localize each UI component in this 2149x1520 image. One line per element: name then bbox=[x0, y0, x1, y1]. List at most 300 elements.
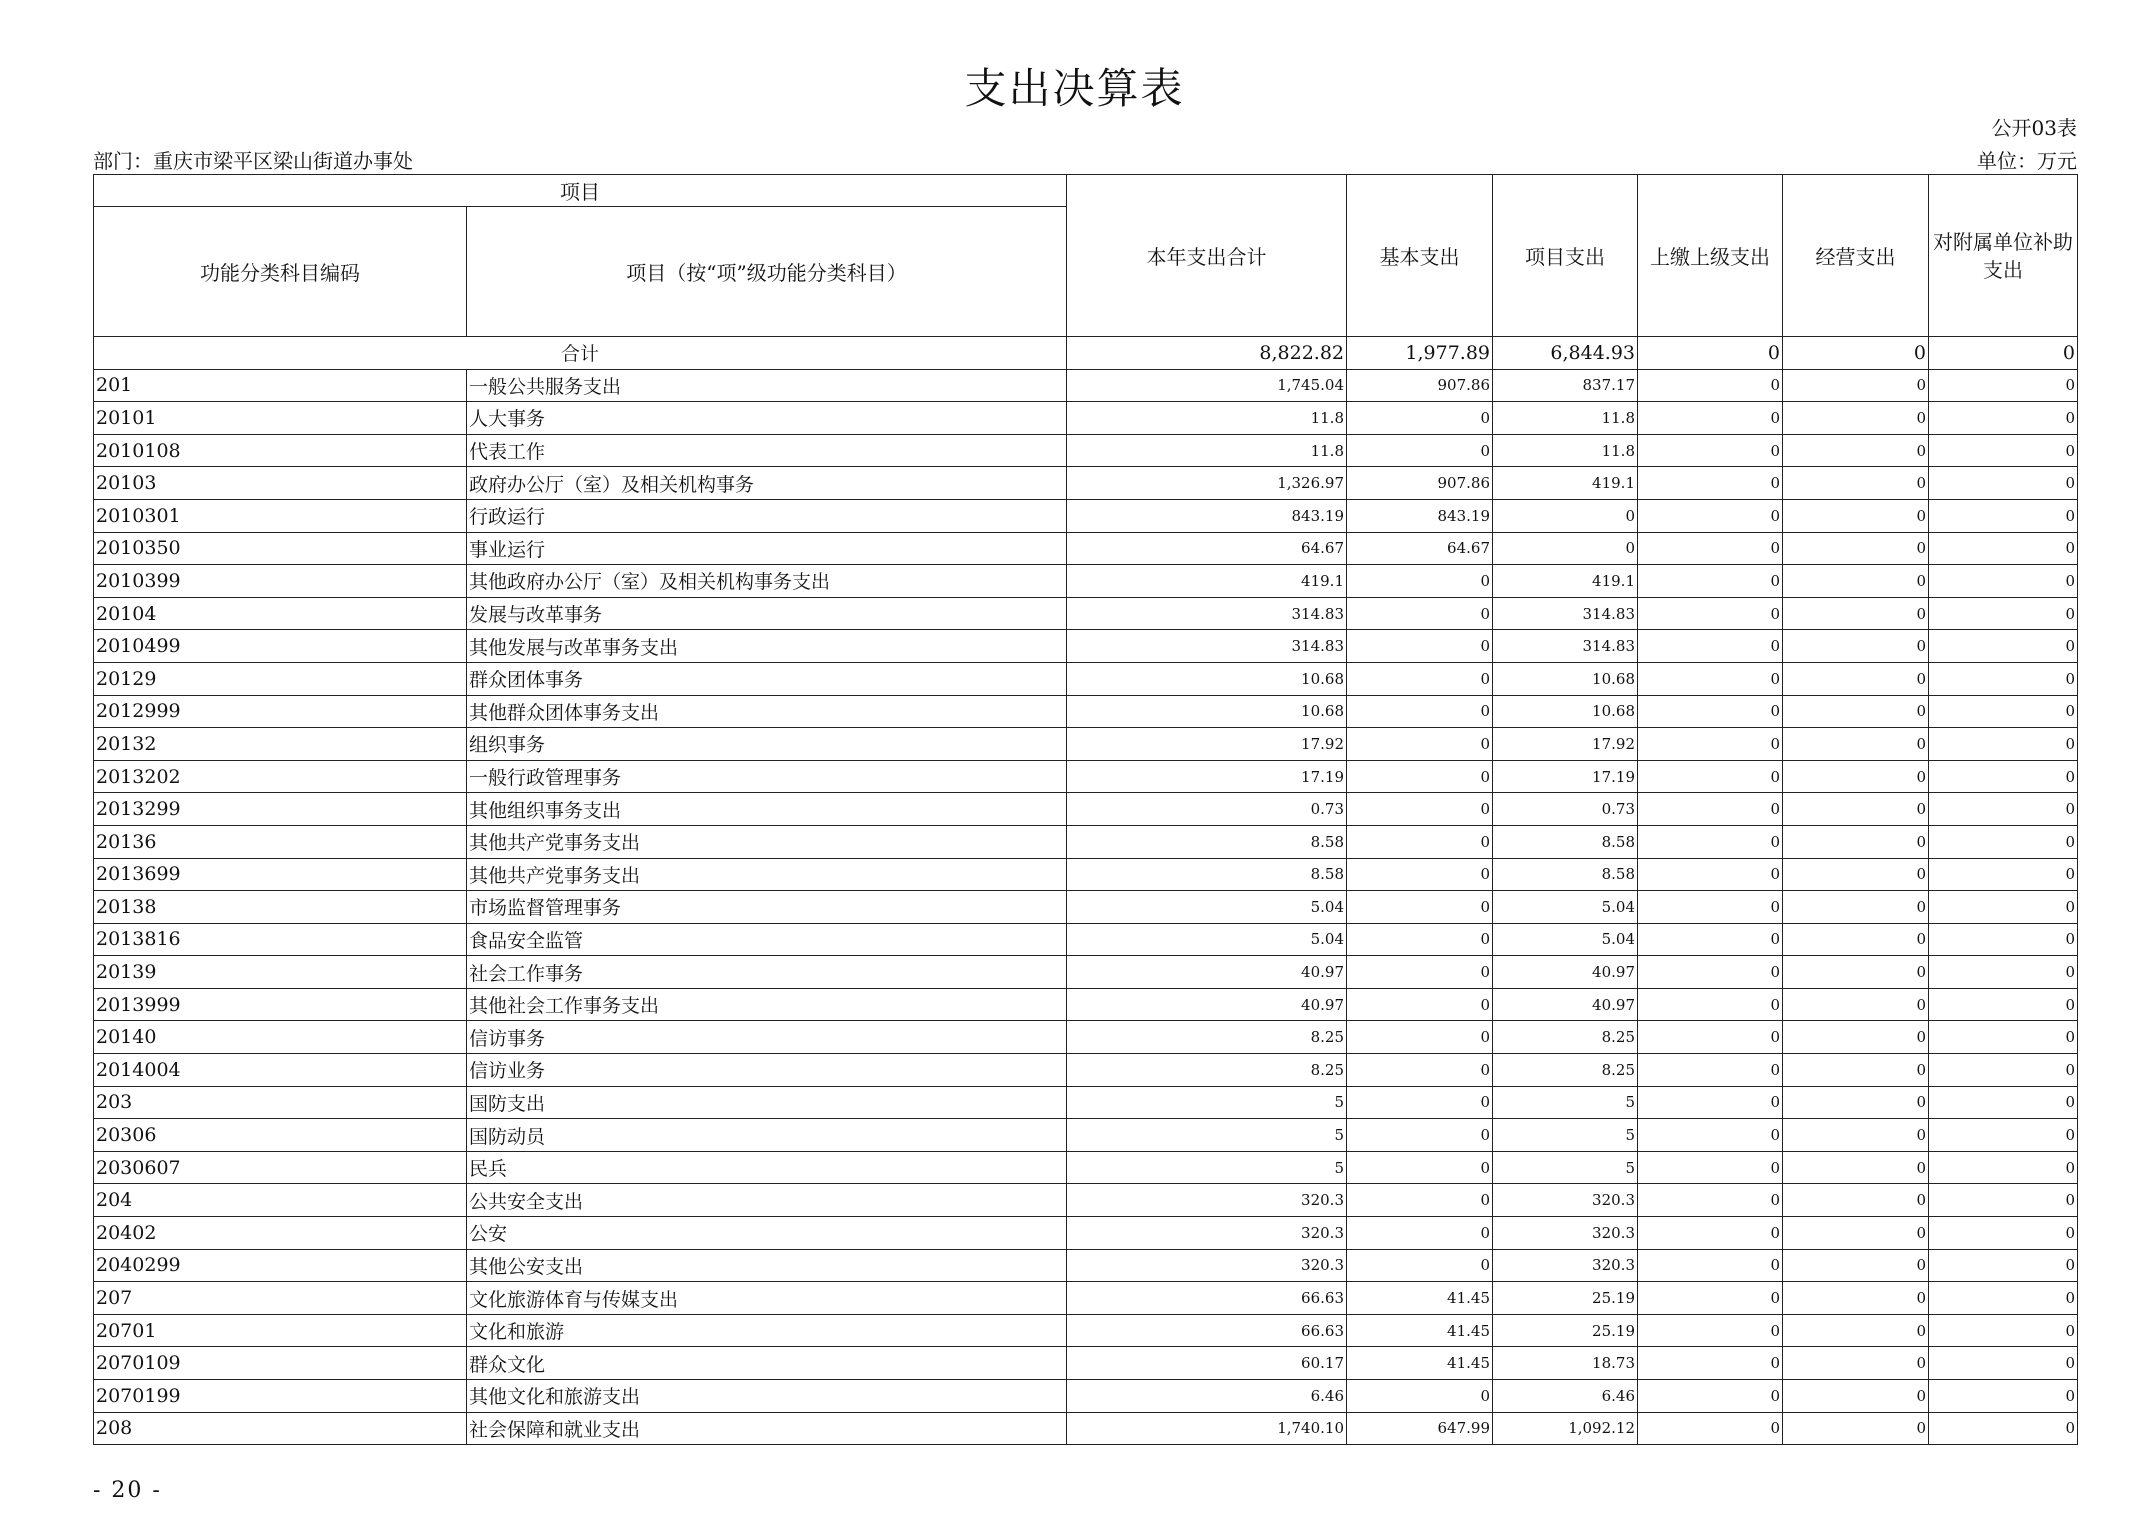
row-total: 8.58 bbox=[1067, 825, 1347, 858]
row-name: 文化和旅游 bbox=[467, 1314, 1067, 1347]
table-row bbox=[94, 1412, 2078, 1445]
row-name: 食品安全监管 bbox=[467, 923, 1067, 956]
row-basic: 0 bbox=[1347, 1119, 1493, 1152]
row-basic: 0 bbox=[1347, 1380, 1493, 1413]
row-subsidy: 0 bbox=[1929, 956, 2078, 989]
row-project: 5.04 bbox=[1493, 891, 1638, 924]
row-subsidy: 0 bbox=[1929, 923, 2078, 956]
row-name: 其他政府办公厅（室）及相关机构事务支出 bbox=[467, 565, 1067, 598]
table-row bbox=[94, 499, 2078, 532]
total-subsidy: 0 bbox=[1929, 337, 2078, 370]
row-total: 40.97 bbox=[1067, 956, 1347, 989]
row-total: 66.63 bbox=[1067, 1282, 1347, 1315]
row-project: 8.58 bbox=[1493, 825, 1638, 858]
total-project: 6,844.93 bbox=[1493, 337, 1638, 370]
row-basic: 0 bbox=[1347, 597, 1493, 630]
row-name: 组织事务 bbox=[467, 728, 1067, 761]
row-business: 0 bbox=[1783, 662, 1929, 695]
row-upper: 0 bbox=[1638, 1021, 1783, 1054]
row-subsidy: 0 bbox=[1929, 1151, 2078, 1184]
row-project: 6.46 bbox=[1493, 1380, 1638, 1413]
table-row bbox=[94, 988, 2078, 1021]
row-upper: 0 bbox=[1638, 1249, 1783, 1282]
row-name: 社会保障和就业支出 bbox=[467, 1412, 1067, 1445]
row-business: 0 bbox=[1783, 597, 1929, 630]
row-name: 一般行政管理事务 bbox=[467, 760, 1067, 793]
row-business: 0 bbox=[1783, 532, 1929, 565]
row-upper: 0 bbox=[1638, 760, 1783, 793]
row-code: 2010399 bbox=[94, 565, 467, 598]
row-basic: 0 bbox=[1347, 630, 1493, 663]
row-total: 17.19 bbox=[1067, 760, 1347, 793]
row-code: 20140 bbox=[94, 1021, 467, 1054]
row-basic: 0 bbox=[1347, 988, 1493, 1021]
row-subsidy: 0 bbox=[1929, 1380, 2078, 1413]
row-upper: 0 bbox=[1638, 728, 1783, 761]
row-total: 0.73 bbox=[1067, 793, 1347, 826]
row-code: 2012999 bbox=[94, 695, 467, 728]
row-total: 10.68 bbox=[1067, 695, 1347, 728]
row-name: 其他群众团体事务支出 bbox=[467, 695, 1067, 728]
table-row bbox=[94, 434, 2078, 467]
table-row bbox=[94, 1380, 2078, 1413]
table-row bbox=[94, 1021, 2078, 1054]
row-upper: 0 bbox=[1638, 434, 1783, 467]
row-business: 0 bbox=[1783, 499, 1929, 532]
row-project: 0.73 bbox=[1493, 793, 1638, 826]
row-code: 2070199 bbox=[94, 1380, 467, 1413]
row-name: 信访事务 bbox=[467, 1021, 1067, 1054]
row-total: 66.63 bbox=[1067, 1314, 1347, 1347]
row-code: 20132 bbox=[94, 728, 467, 761]
row-name: 群众团体事务 bbox=[467, 662, 1067, 695]
row-business: 0 bbox=[1783, 1217, 1929, 1250]
expenditure-table bbox=[93, 174, 2078, 1445]
row-upper: 0 bbox=[1638, 1282, 1783, 1315]
table-row bbox=[94, 858, 2078, 891]
row-subsidy: 0 bbox=[1929, 1412, 2078, 1445]
row-code: 2013999 bbox=[94, 988, 467, 1021]
row-business: 0 bbox=[1783, 858, 1929, 891]
row-basic: 41.45 bbox=[1347, 1314, 1493, 1347]
total-business: 0 bbox=[1783, 337, 1929, 370]
row-business: 0 bbox=[1783, 695, 1929, 728]
table-row bbox=[94, 1086, 2078, 1119]
header-business: 经营支出 bbox=[1783, 175, 1929, 337]
row-subsidy: 0 bbox=[1929, 1086, 2078, 1119]
row-upper: 0 bbox=[1638, 565, 1783, 598]
row-basic: 0 bbox=[1347, 1184, 1493, 1217]
row-code: 20701 bbox=[94, 1314, 467, 1347]
row-business: 0 bbox=[1783, 565, 1929, 598]
row-name: 人大事务 bbox=[467, 402, 1067, 435]
row-subsidy: 0 bbox=[1929, 434, 2078, 467]
row-project: 25.19 bbox=[1493, 1282, 1638, 1315]
row-name: 其他社会工作事务支出 bbox=[467, 988, 1067, 1021]
row-name: 其他共产党事务支出 bbox=[467, 825, 1067, 858]
row-upper: 0 bbox=[1638, 956, 1783, 989]
row-subsidy: 0 bbox=[1929, 1054, 2078, 1087]
row-name: 民兵 bbox=[467, 1151, 1067, 1184]
row-business: 0 bbox=[1783, 1151, 1929, 1184]
row-basic: 0 bbox=[1347, 858, 1493, 891]
row-subsidy: 0 bbox=[1929, 1021, 2078, 1054]
table-row bbox=[94, 923, 2078, 956]
row-upper: 0 bbox=[1638, 858, 1783, 891]
row-basic: 0 bbox=[1347, 793, 1493, 826]
row-code: 20136 bbox=[94, 825, 467, 858]
row-total: 320.3 bbox=[1067, 1184, 1347, 1217]
row-project: 314.83 bbox=[1493, 630, 1638, 663]
row-total: 8.58 bbox=[1067, 858, 1347, 891]
row-business: 0 bbox=[1783, 369, 1929, 402]
row-upper: 0 bbox=[1638, 597, 1783, 630]
row-total: 320.3 bbox=[1067, 1217, 1347, 1250]
row-business: 0 bbox=[1783, 988, 1929, 1021]
row-name: 群众文化 bbox=[467, 1347, 1067, 1380]
row-project: 11.8 bbox=[1493, 434, 1638, 467]
row-total: 8.25 bbox=[1067, 1021, 1347, 1054]
row-business: 0 bbox=[1783, 760, 1929, 793]
row-upper: 0 bbox=[1638, 988, 1783, 1021]
row-name: 其他组织事务支出 bbox=[467, 793, 1067, 826]
row-name: 事业运行 bbox=[467, 532, 1067, 565]
row-total: 314.83 bbox=[1067, 630, 1347, 663]
row-business: 0 bbox=[1783, 956, 1929, 989]
row-code: 20139 bbox=[94, 956, 467, 989]
header-name: 项目（按“项”级功能分类科目） bbox=[467, 207, 1067, 337]
unit-label: 单位：万元 bbox=[1977, 149, 2077, 173]
row-subsidy: 0 bbox=[1929, 597, 2078, 630]
row-business: 0 bbox=[1783, 1184, 1929, 1217]
row-subsidy: 0 bbox=[1929, 1249, 2078, 1282]
row-subsidy: 0 bbox=[1929, 1347, 2078, 1380]
row-business: 0 bbox=[1783, 1021, 1929, 1054]
row-code: 20103 bbox=[94, 467, 467, 500]
department-label: 部门：重庆市梁平区梁山街道办事处 bbox=[93, 149, 413, 173]
header-project-group: 项目 bbox=[94, 175, 1067, 207]
row-upper: 0 bbox=[1638, 825, 1783, 858]
row-business: 0 bbox=[1783, 1314, 1929, 1347]
row-total: 1,740.10 bbox=[1067, 1412, 1347, 1445]
row-basic: 0 bbox=[1347, 1217, 1493, 1250]
row-upper: 0 bbox=[1638, 1347, 1783, 1380]
row-upper: 0 bbox=[1638, 1119, 1783, 1152]
table-row bbox=[94, 1151, 2078, 1184]
row-subsidy: 0 bbox=[1929, 1119, 2078, 1152]
table-row bbox=[94, 565, 2078, 598]
row-name: 公安 bbox=[467, 1217, 1067, 1250]
table-row bbox=[94, 793, 2078, 826]
row-code: 207 bbox=[94, 1282, 467, 1315]
header-subsidy: 对附属单位补助支出 bbox=[1929, 175, 2078, 337]
row-project: 314.83 bbox=[1493, 597, 1638, 630]
row-subsidy: 0 bbox=[1929, 858, 2078, 891]
row-code: 204 bbox=[94, 1184, 467, 1217]
row-basic: 64.67 bbox=[1347, 532, 1493, 565]
row-total: 1,326.97 bbox=[1067, 467, 1347, 500]
row-upper: 0 bbox=[1638, 1086, 1783, 1119]
row-total: 314.83 bbox=[1067, 597, 1347, 630]
row-name: 公共安全支出 bbox=[467, 1184, 1067, 1217]
row-project: 40.97 bbox=[1493, 956, 1638, 989]
table-row bbox=[94, 1054, 2078, 1087]
row-total: 5 bbox=[1067, 1151, 1347, 1184]
row-upper: 0 bbox=[1638, 532, 1783, 565]
row-subsidy: 0 bbox=[1929, 565, 2078, 598]
row-subsidy: 0 bbox=[1929, 499, 2078, 532]
row-business: 0 bbox=[1783, 1249, 1929, 1282]
table-row bbox=[94, 891, 2078, 924]
row-upper: 0 bbox=[1638, 1314, 1783, 1347]
row-code: 2010301 bbox=[94, 499, 467, 532]
row-subsidy: 0 bbox=[1929, 532, 2078, 565]
row-total: 17.92 bbox=[1067, 728, 1347, 761]
row-subsidy: 0 bbox=[1929, 825, 2078, 858]
row-name: 代表工作 bbox=[467, 434, 1067, 467]
row-project: 1,092.12 bbox=[1493, 1412, 1638, 1445]
row-name: 市场监督管理事务 bbox=[467, 891, 1067, 924]
row-basic: 0 bbox=[1347, 1151, 1493, 1184]
row-project: 320.3 bbox=[1493, 1217, 1638, 1250]
row-code: 20138 bbox=[94, 891, 467, 924]
row-business: 0 bbox=[1783, 1412, 1929, 1445]
row-subsidy: 0 bbox=[1929, 369, 2078, 402]
row-business: 0 bbox=[1783, 1282, 1929, 1315]
total-label: 合计 bbox=[94, 337, 1067, 370]
row-code: 2013816 bbox=[94, 923, 467, 956]
row-code: 2040299 bbox=[94, 1249, 467, 1282]
row-basic: 907.86 bbox=[1347, 467, 1493, 500]
row-total: 320.3 bbox=[1067, 1249, 1347, 1282]
row-code: 2010350 bbox=[94, 532, 467, 565]
row-basic: 0 bbox=[1347, 760, 1493, 793]
row-basic: 0 bbox=[1347, 695, 1493, 728]
row-upper: 0 bbox=[1638, 1184, 1783, 1217]
row-project: 5 bbox=[1493, 1151, 1638, 1184]
row-code: 20104 bbox=[94, 597, 467, 630]
row-upper: 0 bbox=[1638, 630, 1783, 663]
row-project: 17.92 bbox=[1493, 728, 1638, 761]
row-subsidy: 0 bbox=[1929, 402, 2078, 435]
total-basic: 1,977.89 bbox=[1347, 337, 1493, 370]
row-name: 政府办公厅（室）及相关机构事务 bbox=[467, 467, 1067, 500]
row-business: 0 bbox=[1783, 1347, 1929, 1380]
row-project: 40.97 bbox=[1493, 988, 1638, 1021]
row-basic: 0 bbox=[1347, 891, 1493, 924]
row-upper: 0 bbox=[1638, 1217, 1783, 1250]
row-basic: 843.19 bbox=[1347, 499, 1493, 532]
row-project: 8.25 bbox=[1493, 1021, 1638, 1054]
row-basic: 0 bbox=[1347, 565, 1493, 598]
row-project: 419.1 bbox=[1493, 467, 1638, 500]
row-basic: 0 bbox=[1347, 825, 1493, 858]
table-row bbox=[94, 662, 2078, 695]
row-business: 0 bbox=[1783, 467, 1929, 500]
row-code: 203 bbox=[94, 1086, 467, 1119]
row-basic: 0 bbox=[1347, 956, 1493, 989]
row-subsidy: 0 bbox=[1929, 662, 2078, 695]
row-basic: 0 bbox=[1347, 1054, 1493, 1087]
total-amount: 8,822.82 bbox=[1067, 337, 1347, 370]
row-business: 0 bbox=[1783, 728, 1929, 761]
row-total: 11.8 bbox=[1067, 402, 1347, 435]
row-business: 0 bbox=[1783, 923, 1929, 956]
row-code: 20101 bbox=[94, 402, 467, 435]
row-subsidy: 0 bbox=[1929, 467, 2078, 500]
row-project: 837.17 bbox=[1493, 369, 1638, 402]
row-code: 201 bbox=[94, 369, 467, 402]
page-title: 支出决算表 bbox=[964, 64, 1185, 113]
row-project: 320.3 bbox=[1493, 1184, 1638, 1217]
table-row bbox=[94, 630, 2078, 663]
row-total: 5 bbox=[1067, 1119, 1347, 1152]
row-code: 208 bbox=[94, 1412, 467, 1445]
row-upper: 0 bbox=[1638, 1054, 1783, 1087]
header-project: 项目支出 bbox=[1493, 175, 1638, 337]
table-row bbox=[94, 402, 2078, 435]
table-row bbox=[94, 695, 2078, 728]
row-project: 0 bbox=[1493, 499, 1638, 532]
table-row bbox=[94, 825, 2078, 858]
row-name: 其他发展与改革事务支出 bbox=[467, 630, 1067, 663]
row-project: 320.3 bbox=[1493, 1249, 1638, 1282]
row-total: 843.19 bbox=[1067, 499, 1347, 532]
row-business: 0 bbox=[1783, 1380, 1929, 1413]
row-upper: 0 bbox=[1638, 891, 1783, 924]
row-project: 10.68 bbox=[1493, 662, 1638, 695]
row-project: 25.19 bbox=[1493, 1314, 1638, 1347]
row-code: 2013699 bbox=[94, 858, 467, 891]
row-upper: 0 bbox=[1638, 1380, 1783, 1413]
row-code: 2013202 bbox=[94, 760, 467, 793]
header-upper: 上缴上级支出 bbox=[1638, 175, 1783, 337]
row-business: 0 bbox=[1783, 793, 1929, 826]
row-basic: 41.45 bbox=[1347, 1347, 1493, 1380]
row-subsidy: 0 bbox=[1929, 793, 2078, 826]
row-upper: 0 bbox=[1638, 695, 1783, 728]
row-subsidy: 0 bbox=[1929, 1314, 2078, 1347]
row-subsidy: 0 bbox=[1929, 1184, 2078, 1217]
row-code: 20306 bbox=[94, 1119, 467, 1152]
header-basic: 基本支出 bbox=[1347, 175, 1493, 337]
table-row bbox=[94, 1119, 2078, 1152]
row-name: 国防动员 bbox=[467, 1119, 1067, 1152]
table-row bbox=[94, 597, 2078, 630]
row-basic: 0 bbox=[1347, 434, 1493, 467]
row-name: 其他文化和旅游支出 bbox=[467, 1380, 1067, 1413]
row-total: 40.97 bbox=[1067, 988, 1347, 1021]
row-total: 5.04 bbox=[1067, 923, 1347, 956]
table-row bbox=[94, 760, 2078, 793]
row-subsidy: 0 bbox=[1929, 988, 2078, 1021]
row-project: 10.68 bbox=[1493, 695, 1638, 728]
row-upper: 0 bbox=[1638, 793, 1783, 826]
row-business: 0 bbox=[1783, 891, 1929, 924]
table-row bbox=[94, 1249, 2078, 1282]
row-basic: 0 bbox=[1347, 728, 1493, 761]
row-code: 20402 bbox=[94, 1217, 467, 1250]
row-code: 2010108 bbox=[94, 434, 467, 467]
row-upper: 0 bbox=[1638, 369, 1783, 402]
row-subsidy: 0 bbox=[1929, 630, 2078, 663]
row-basic: 0 bbox=[1347, 1086, 1493, 1119]
row-name: 其他共产党事务支出 bbox=[467, 858, 1067, 891]
table-row bbox=[94, 1282, 2078, 1315]
row-total: 64.67 bbox=[1067, 532, 1347, 565]
table-row bbox=[94, 1184, 2078, 1217]
row-upper: 0 bbox=[1638, 499, 1783, 532]
row-basic: 907.86 bbox=[1347, 369, 1493, 402]
row-name: 社会工作事务 bbox=[467, 956, 1067, 989]
table-row bbox=[94, 369, 2078, 402]
row-name: 一般公共服务支出 bbox=[467, 369, 1067, 402]
table-row bbox=[94, 467, 2078, 500]
total-upper: 0 bbox=[1638, 337, 1783, 370]
row-basic: 41.45 bbox=[1347, 1282, 1493, 1315]
row-name: 其他公安支出 bbox=[467, 1249, 1067, 1282]
row-total: 1,745.04 bbox=[1067, 369, 1347, 402]
header-code: 功能分类科目编码 bbox=[94, 207, 467, 337]
row-business: 0 bbox=[1783, 1119, 1929, 1152]
row-code: 2030607 bbox=[94, 1151, 467, 1184]
table-row bbox=[94, 1347, 2078, 1380]
row-project: 0 bbox=[1493, 532, 1638, 565]
row-basic: 647.99 bbox=[1347, 1412, 1493, 1445]
row-subsidy: 0 bbox=[1929, 695, 2078, 728]
row-total: 6.46 bbox=[1067, 1380, 1347, 1413]
row-basic: 0 bbox=[1347, 1021, 1493, 1054]
row-subsidy: 0 bbox=[1929, 1282, 2078, 1315]
row-project: 17.19 bbox=[1493, 760, 1638, 793]
row-total: 5 bbox=[1067, 1086, 1347, 1119]
row-upper: 0 bbox=[1638, 1151, 1783, 1184]
row-code: 2013299 bbox=[94, 793, 467, 826]
row-total: 419.1 bbox=[1067, 565, 1347, 598]
row-project: 11.8 bbox=[1493, 402, 1638, 435]
row-basic: 0 bbox=[1347, 662, 1493, 695]
row-project: 5 bbox=[1493, 1086, 1638, 1119]
row-basic: 0 bbox=[1347, 923, 1493, 956]
row-project: 5 bbox=[1493, 1119, 1638, 1152]
form-code: 公开03表 bbox=[1991, 116, 2077, 140]
row-subsidy: 0 bbox=[1929, 728, 2078, 761]
row-business: 0 bbox=[1783, 1086, 1929, 1119]
table-row bbox=[94, 1314, 2078, 1347]
page-number: - 20 - bbox=[93, 1478, 162, 1503]
row-upper: 0 bbox=[1638, 467, 1783, 500]
row-project: 8.58 bbox=[1493, 858, 1638, 891]
total-row bbox=[94, 337, 2078, 370]
row-total: 8.25 bbox=[1067, 1054, 1347, 1087]
table-row bbox=[94, 728, 2078, 761]
row-business: 0 bbox=[1783, 630, 1929, 663]
row-upper: 0 bbox=[1638, 402, 1783, 435]
row-total: 10.68 bbox=[1067, 662, 1347, 695]
header-total: 本年支出合计 bbox=[1067, 175, 1347, 337]
row-name: 国防支出 bbox=[467, 1086, 1067, 1119]
row-upper: 0 bbox=[1638, 923, 1783, 956]
row-code: 2010499 bbox=[94, 630, 467, 663]
row-project: 419.1 bbox=[1493, 565, 1638, 598]
row-subsidy: 0 bbox=[1929, 1217, 2078, 1250]
row-business: 0 bbox=[1783, 434, 1929, 467]
row-upper: 0 bbox=[1638, 662, 1783, 695]
row-code: 20129 bbox=[94, 662, 467, 695]
row-business: 0 bbox=[1783, 1054, 1929, 1087]
row-upper: 0 bbox=[1638, 1412, 1783, 1445]
row-business: 0 bbox=[1783, 402, 1929, 435]
